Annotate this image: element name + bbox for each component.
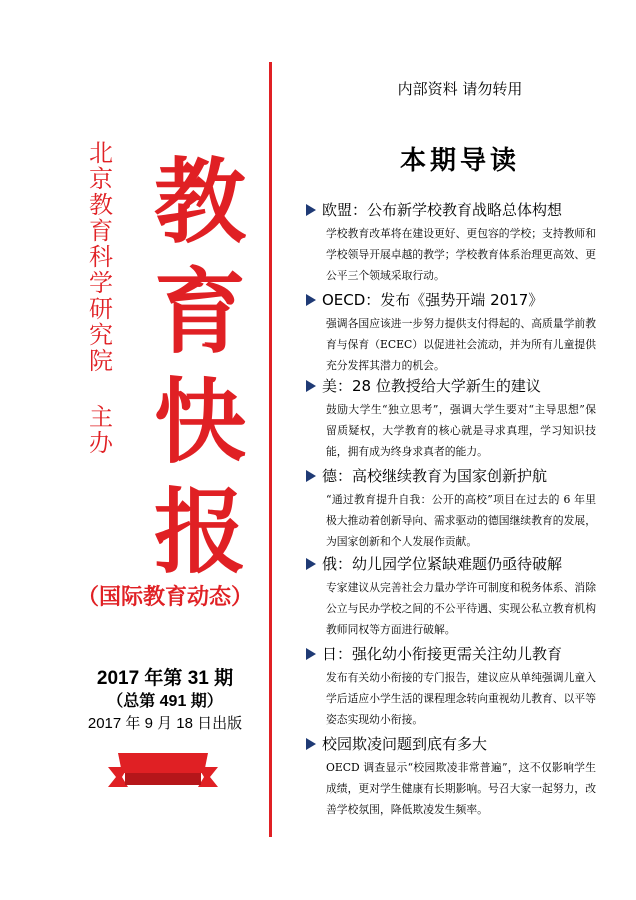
article-item	[306, 644, 596, 730]
article-summary: 发布有关幼小衔接的专门报告，建议应从单纯强调儿童入学后适应小学生活的课程理念转向重视幼儿教育、以平等姿态实现幼小衔接。	[326, 671, 596, 726]
publication-subtitle: （国际教育动态）	[76, 585, 253, 610]
article-item	[306, 376, 596, 462]
title-char-3: 快	[153, 369, 246, 476]
issue-date: 2017 年 9 月 18 日出版	[87, 715, 243, 732]
title-char-2: 育	[153, 259, 246, 366]
article-title: 日：强化幼小衔接更需关注幼儿教育	[322, 645, 563, 663]
article-title: 美：28 位教授给大学新生的建议	[322, 377, 541, 395]
article-summary: 强调各国应该进一步努力提供支付得起的、高质量学前教育与保育（ECEC）以促进社会流动，并为所有儿童提供充分发挥其潜力的机会。	[326, 317, 596, 372]
article-summary: 鼓励大学生“独立思考”，强调大学生要对“主导思想”保留质疑权，大学教育的核心就是寻求真理，学习知识技能，拥有成为终身求真者的能力。	[326, 403, 596, 458]
triangle-bullet-icon	[306, 558, 316, 570]
issue-number: 2017 年第 31 期	[96, 668, 234, 689]
article-summary: “通过教育提升自我：公开的高校”项目在过去的 6 年里极大推动着创新导向、需求驱动的德国继续教育的发展，为国家创新和个人发展作贡献。	[326, 493, 596, 548]
article-title: 校园欺凌问题到底有多大	[322, 735, 488, 753]
triangle-bullet-icon	[306, 470, 316, 482]
article-item	[306, 290, 596, 376]
article-title: 俄：幼儿园学位紧缺难题仍亟待破解	[322, 555, 563, 573]
ribbon-ornament	[108, 745, 218, 791]
article-item	[306, 734, 596, 820]
issue-total: （总第 491 期）	[107, 693, 223, 710]
organization-role: 主 办	[89, 403, 113, 457]
organization-vertical	[86, 140, 116, 456]
triangle-bullet-icon	[306, 294, 316, 306]
article-item	[306, 466, 596, 552]
internal-note: 内部资料 请勿转用	[397, 80, 523, 98]
title-char-4: 报	[153, 479, 246, 586]
article-title: 欧盟：公布新学校教育战略总体构想	[322, 201, 563, 219]
triangle-bullet-icon	[306, 648, 316, 660]
article-item	[306, 200, 596, 286]
article-title: OECD：发布《强势开端 2017》	[322, 291, 544, 309]
article-title: 德：高校继续教育为国家创新护航	[322, 467, 548, 485]
guide-title: 本期导读	[399, 146, 520, 176]
title-char-1: 教	[153, 149, 246, 256]
triangle-bullet-icon	[306, 738, 316, 750]
article-summary: 专家建议从完善社会力量办学许可制度和税务体系、消除公立与民办学校之间的不公平待遇、实现公私立教育机构教师同权等方面进行破解。	[326, 581, 596, 636]
organization-name: 北 京 教 育 科 学 研 究 院	[89, 139, 113, 375]
article-summary: 学校教育改革将在建设更好、更包容的学校；支持教师和学校领导开展卓越的教学；学校教育体系治理更高效、更公平三个领域采取行动。	[326, 227, 596, 282]
triangle-bullet-icon	[306, 380, 316, 392]
triangle-bullet-icon	[306, 204, 316, 216]
article-summary: OECD 调查显示“校园欺凌非常普遍”，这不仅影响学生成绩，更对学生健康有长期影响。号召大家一起努力，改善学校氛围，降低欺凌发生频率。	[326, 761, 596, 816]
article-item	[306, 554, 596, 640]
